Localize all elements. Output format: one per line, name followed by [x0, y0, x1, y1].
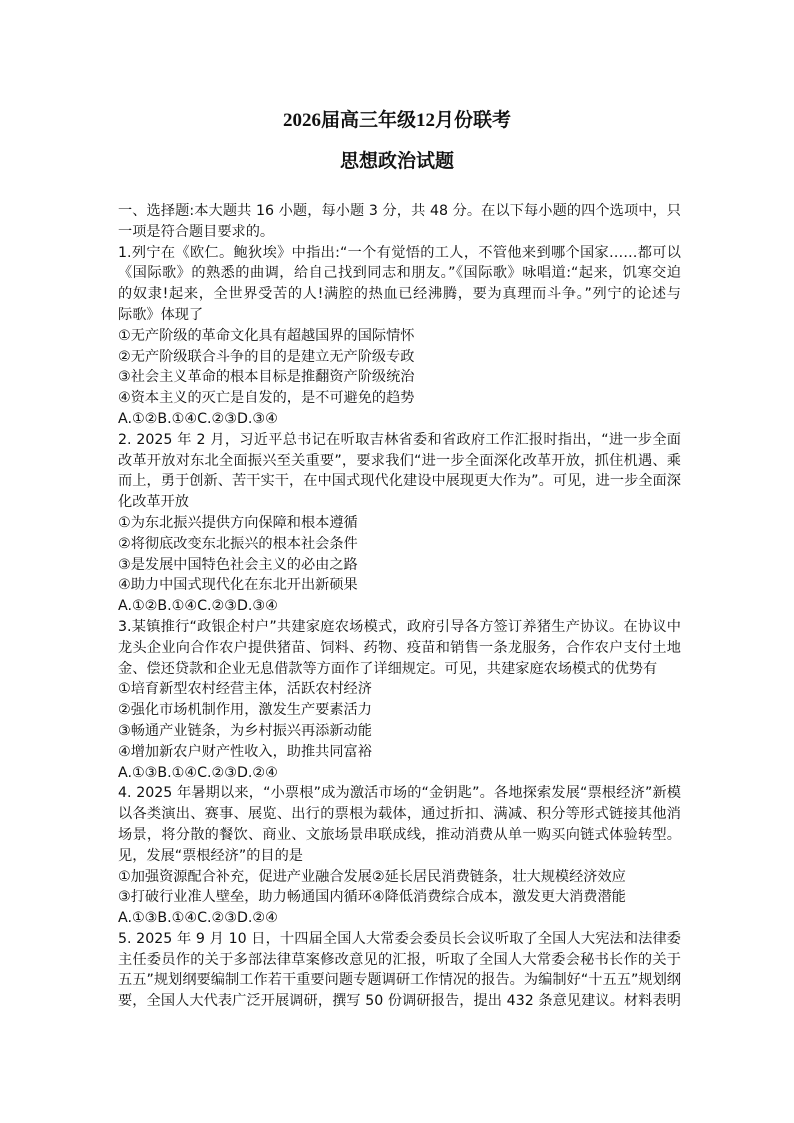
text-line: ①培育新型农村经营主体，活跃农村经济	[118, 681, 372, 698]
text-line: ③是发展中国特色社会主义的必由之路	[118, 556, 358, 573]
text-line: 5. 2025 年 9 月 10 日，十四届全国人大常委会委员长会议听取了全国人大宪法和法律委	[118, 930, 681, 947]
text-line: ①为东北振兴提供方向保障和根本遵循	[118, 514, 358, 531]
text-line: 以各类演出、赛事、展览、出行的票根为载体，通过折扣、满减、积分等形式链接其他消	[118, 806, 681, 823]
text-line: 场景，将分散的餐饮、商业、文旅场景串联成线，推动消费从单一购买向链式体验转型。	[118, 826, 681, 843]
text-line: ①无产阶级的革命文化具有超越国界的国际情怀	[118, 327, 415, 344]
text-line: 而上，勇于创新、苦干实干，在中国式现代化建设中展现更大作为”。可见，进一步全面深	[118, 473, 681, 490]
text-line: ④增加新农户财产性收入，助推共同富裕	[118, 743, 372, 760]
exam-body	[118, 201, 681, 1012]
text-line: ③畅通产业链条，为乡村振兴再添新动能	[118, 722, 372, 739]
text-line: 龙头企业向合作农户提供猪苗、饲料、药物、疫苗和销售一条龙服务，合作农户支付土地	[118, 639, 681, 656]
text-line: ④助力中国式现代化在东北开出新硕果	[118, 577, 358, 594]
text-line: 金、偿还贷款和企业无息借款等方面作了详细规定。可见，共建家庭农场模式的优势有	[118, 660, 658, 677]
text-line: A.①②B.①④C.②③D.③④	[118, 598, 278, 615]
text-line: 4. 2025 年暑期以来，“小票根”成为激活市场的“金钥匙”。各地探索发展“票根经济”新模	[118, 785, 681, 802]
text-line: 五五”规划纲要编制工作若干重要问题专题调研工作情况的报告。为编制好“十五五”规划纲	[118, 972, 681, 989]
text-line: 3.某镇推行“政银企村户”共建家庭农场模式，政府引导各方签订养猪生产协议。在协议中	[118, 618, 681, 635]
text-line: ④资本主义的灭亡是自发的，是不可避免的趋势	[118, 390, 415, 407]
text-line: 际歌》体现了	[118, 306, 204, 323]
text-line: A.①③B.①④C.②③D.②④	[118, 764, 278, 781]
text-line: 一项是符合题目要求的。	[118, 223, 275, 240]
text-line: ③打破行业准人壁垒，助力畅通国内循环④降低消费综合成本，激发更大消费潜能	[118, 889, 626, 906]
text-line: ②将彻底改变东北振兴的根本社会条件	[118, 535, 358, 552]
text-line: 的奴隶!起来，全世界受苦的人!满腔的热血已经沸腾，要为真理而斗争。”列宁的论述与	[118, 286, 681, 303]
exam-subject-title: 思想政治试题	[339, 151, 454, 172]
text-line: 改革开放对东北全面振兴至关重要”，要求我们“进一步全面深化改革开放，抓住机遇、乘	[118, 452, 681, 469]
text-line: ②强化市场机制作用，激发生产要素活力	[118, 702, 372, 719]
text-line: ③社会主义革命的根本目标是推翻资产阶级统治	[118, 369, 415, 386]
text-line: A.①③B.①④C.②③D.②④	[118, 910, 278, 927]
text-line: 《国际歌》的熟悉的曲调，给自己找到同志和朋友。”《国际歌》咏唱道:“起来，饥寒交迫	[118, 265, 681, 282]
exam-title: 2026届高三年级12月份联考	[282, 110, 511, 131]
text-line: 1.列宁在《欧仁。鲍狄埃》中指出:“一个有觉悟的工人，不管他来到哪个国家……都可以	[118, 244, 681, 261]
text-line: ②无产阶级联合斗争的目的是建立无产阶级专政	[118, 348, 415, 365]
text-line: 主任委员作的关于多部法律草案修改意见的汇报，听取了全国人大常委会秘书长作的关于	[118, 951, 681, 968]
text-line: ①加强资源配合补充，促进产业融合发展②延长居民消费链条，壮大规模经济效应	[118, 868, 626, 885]
text-line: 一、选择题:本大题共 16 小题，每小题 3 分，共 48 分。在以下每小题的四个选项中，只	[118, 203, 681, 219]
text-line: A.①②B.①④C.②③D.③④	[118, 410, 278, 427]
text-line: 见，发展“票根经济”的目的是	[118, 847, 303, 864]
text-line: 要，全国人大代表广泛开展调研，撰写 50 份调研报告，提出 432 条意见建议。材料表明	[118, 993, 681, 1010]
text-line: 2. 2025 年 2 月，习近平总书记在听取吉林省委和省政府工作汇报时指出，“进一步全面	[118, 431, 681, 448]
text-line: 化改革开放	[118, 494, 189, 511]
